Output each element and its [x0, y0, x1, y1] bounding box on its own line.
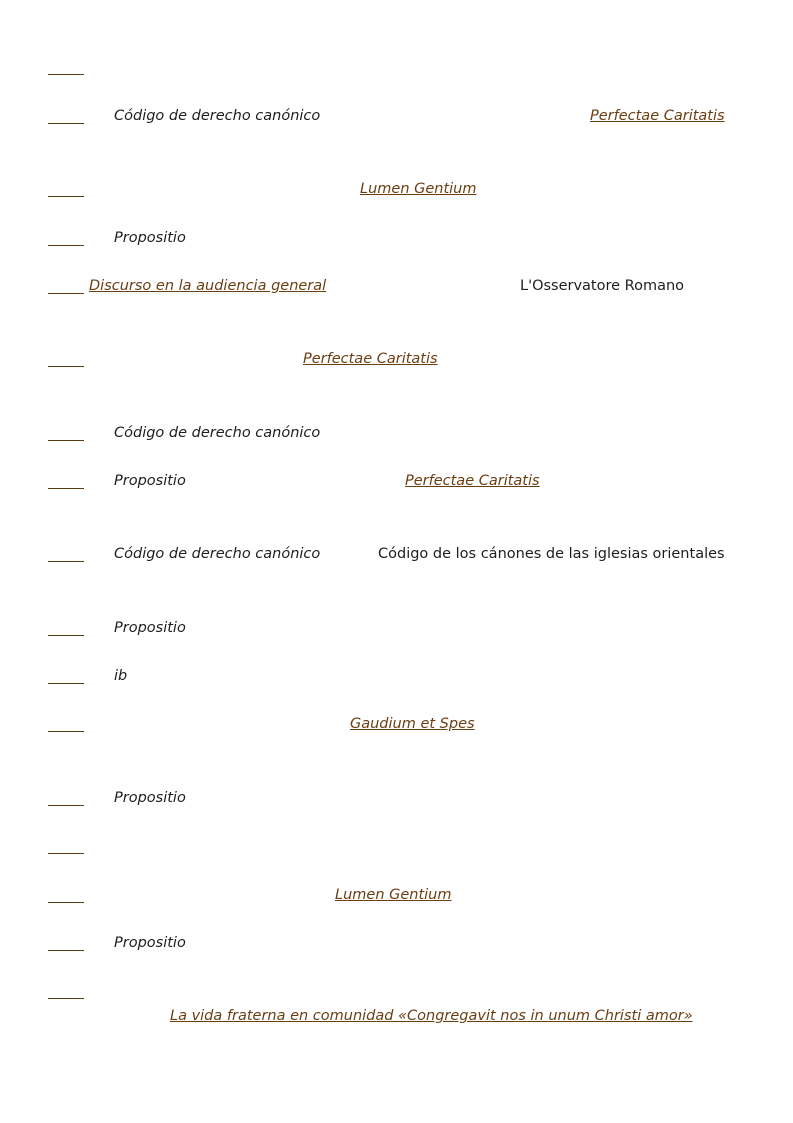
footnote-rule — [48, 245, 84, 246]
footnote-rule — [48, 488, 84, 489]
footnote-rule — [48, 293, 84, 294]
footnote-link[interactable]: Discurso en la audiencia general — [89, 278, 327, 294]
footnote-rule — [48, 683, 84, 684]
footnote-citation: ib — [114, 668, 128, 684]
footnote-citation: Código de los cánones de las iglesias orientales — [378, 546, 725, 562]
footnote-link[interactable]: Gaudium et Spes — [350, 716, 475, 732]
footnote-citation: Propositio — [114, 790, 186, 806]
footnote-link[interactable]: Perfectae Caritatis — [590, 108, 725, 124]
footnote-rule — [48, 635, 84, 636]
footnote-citation: Propositio — [114, 473, 186, 489]
footnote-rule — [48, 440, 84, 441]
footnote-rule — [48, 196, 84, 197]
footnote-citation: L'Osservatore Romano — [520, 278, 685, 294]
footnote-rule — [48, 366, 84, 367]
footnote-citation: Propositio — [114, 230, 186, 246]
footnote-rule — [48, 805, 84, 806]
footnote-citation: Propositio — [114, 935, 186, 951]
footnote-citation: Código de derecho canónico — [114, 546, 321, 562]
footnote-rule — [48, 902, 84, 903]
footnote-rule — [48, 731, 84, 732]
footnote-rule — [48, 998, 84, 999]
footnote-citation: Código de derecho canónico — [114, 425, 321, 441]
footnote-rule — [48, 950, 84, 951]
footnote-link[interactable]: Perfectae Caritatis — [303, 351, 438, 367]
footnote-link[interactable]: Lumen Gentium — [335, 887, 452, 903]
footnote-rule — [48, 123, 84, 124]
footnote-citation: Código de derecho canónico — [114, 108, 321, 124]
footnote-rule — [48, 74, 84, 75]
footnote-rule — [48, 853, 84, 854]
footnote-link[interactable]: Perfectae Caritatis — [405, 473, 540, 489]
footnote-citation: Propositio — [114, 620, 186, 636]
footnote-link[interactable]: La vida fraterna en comunidad «Congregavit nos in unum Christi amor» — [170, 1008, 693, 1024]
footnote-rule — [48, 561, 84, 562]
footnote-link[interactable]: Lumen Gentium — [360, 181, 477, 197]
